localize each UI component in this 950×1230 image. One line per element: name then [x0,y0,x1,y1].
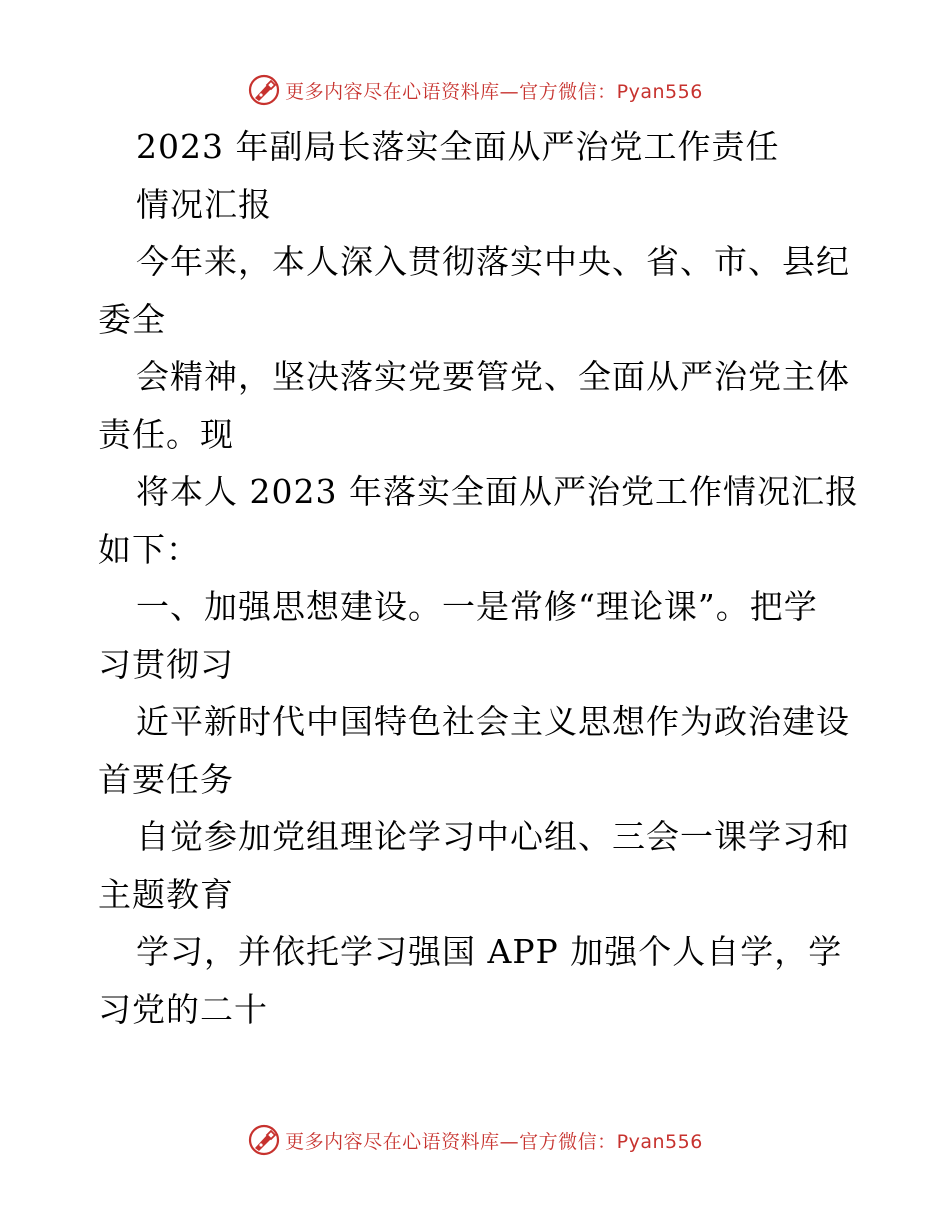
footer-banner-text: 更多内容尽在心语资料库—官方微信：Pyan556 [285,1130,703,1153]
paragraph-line: 主题教育 [98,874,234,914]
title-line-2: 情况汇报 [136,184,272,224]
paragraph-line: 如下： [98,529,200,569]
header-banner-text: 更多内容尽在心语资料库—官方微信：Pyan556 [285,80,703,103]
paragraph-line: 委全 [98,299,166,339]
pen-nib-logo-icon [247,73,281,107]
paragraph-line: 习贯彻习 [98,644,234,684]
paragraph-line: 首要任务 [98,759,234,799]
paragraph-line: 学习，并依托学习强国 APP 加强个人自学，学 [136,932,843,971]
paragraph-line: 会精神，坚决落实党要管党、全面从严治党主体 [136,357,850,396]
footer-banner [0,1120,950,1160]
pen-nib-logo-icon [247,1123,281,1157]
paragraph-line: 责任。现 [98,414,234,454]
title-line-1: 2023 年副局长落实全面从严治党工作责任 [136,127,780,166]
paragraph-line: 自觉参加党组理论学习中心组、三会一课学习和 [136,817,850,856]
paragraph-line: 今年来，本人深入贯彻落实中央、省、市、县纪 [136,242,850,281]
paragraph-line: 近平新时代中国特色社会主义思想作为政治建设 [136,702,850,741]
document-body [98,118,858,1038]
paragraph-line: 习党的二十 [98,989,268,1029]
header-banner [0,70,950,110]
paragraph-line: 一、加强思想建设。一是常修“理论课”。把学 [136,587,818,626]
paragraph-line: 将本人 2023 年落实全面从严治党工作情况汇报 [136,472,859,511]
